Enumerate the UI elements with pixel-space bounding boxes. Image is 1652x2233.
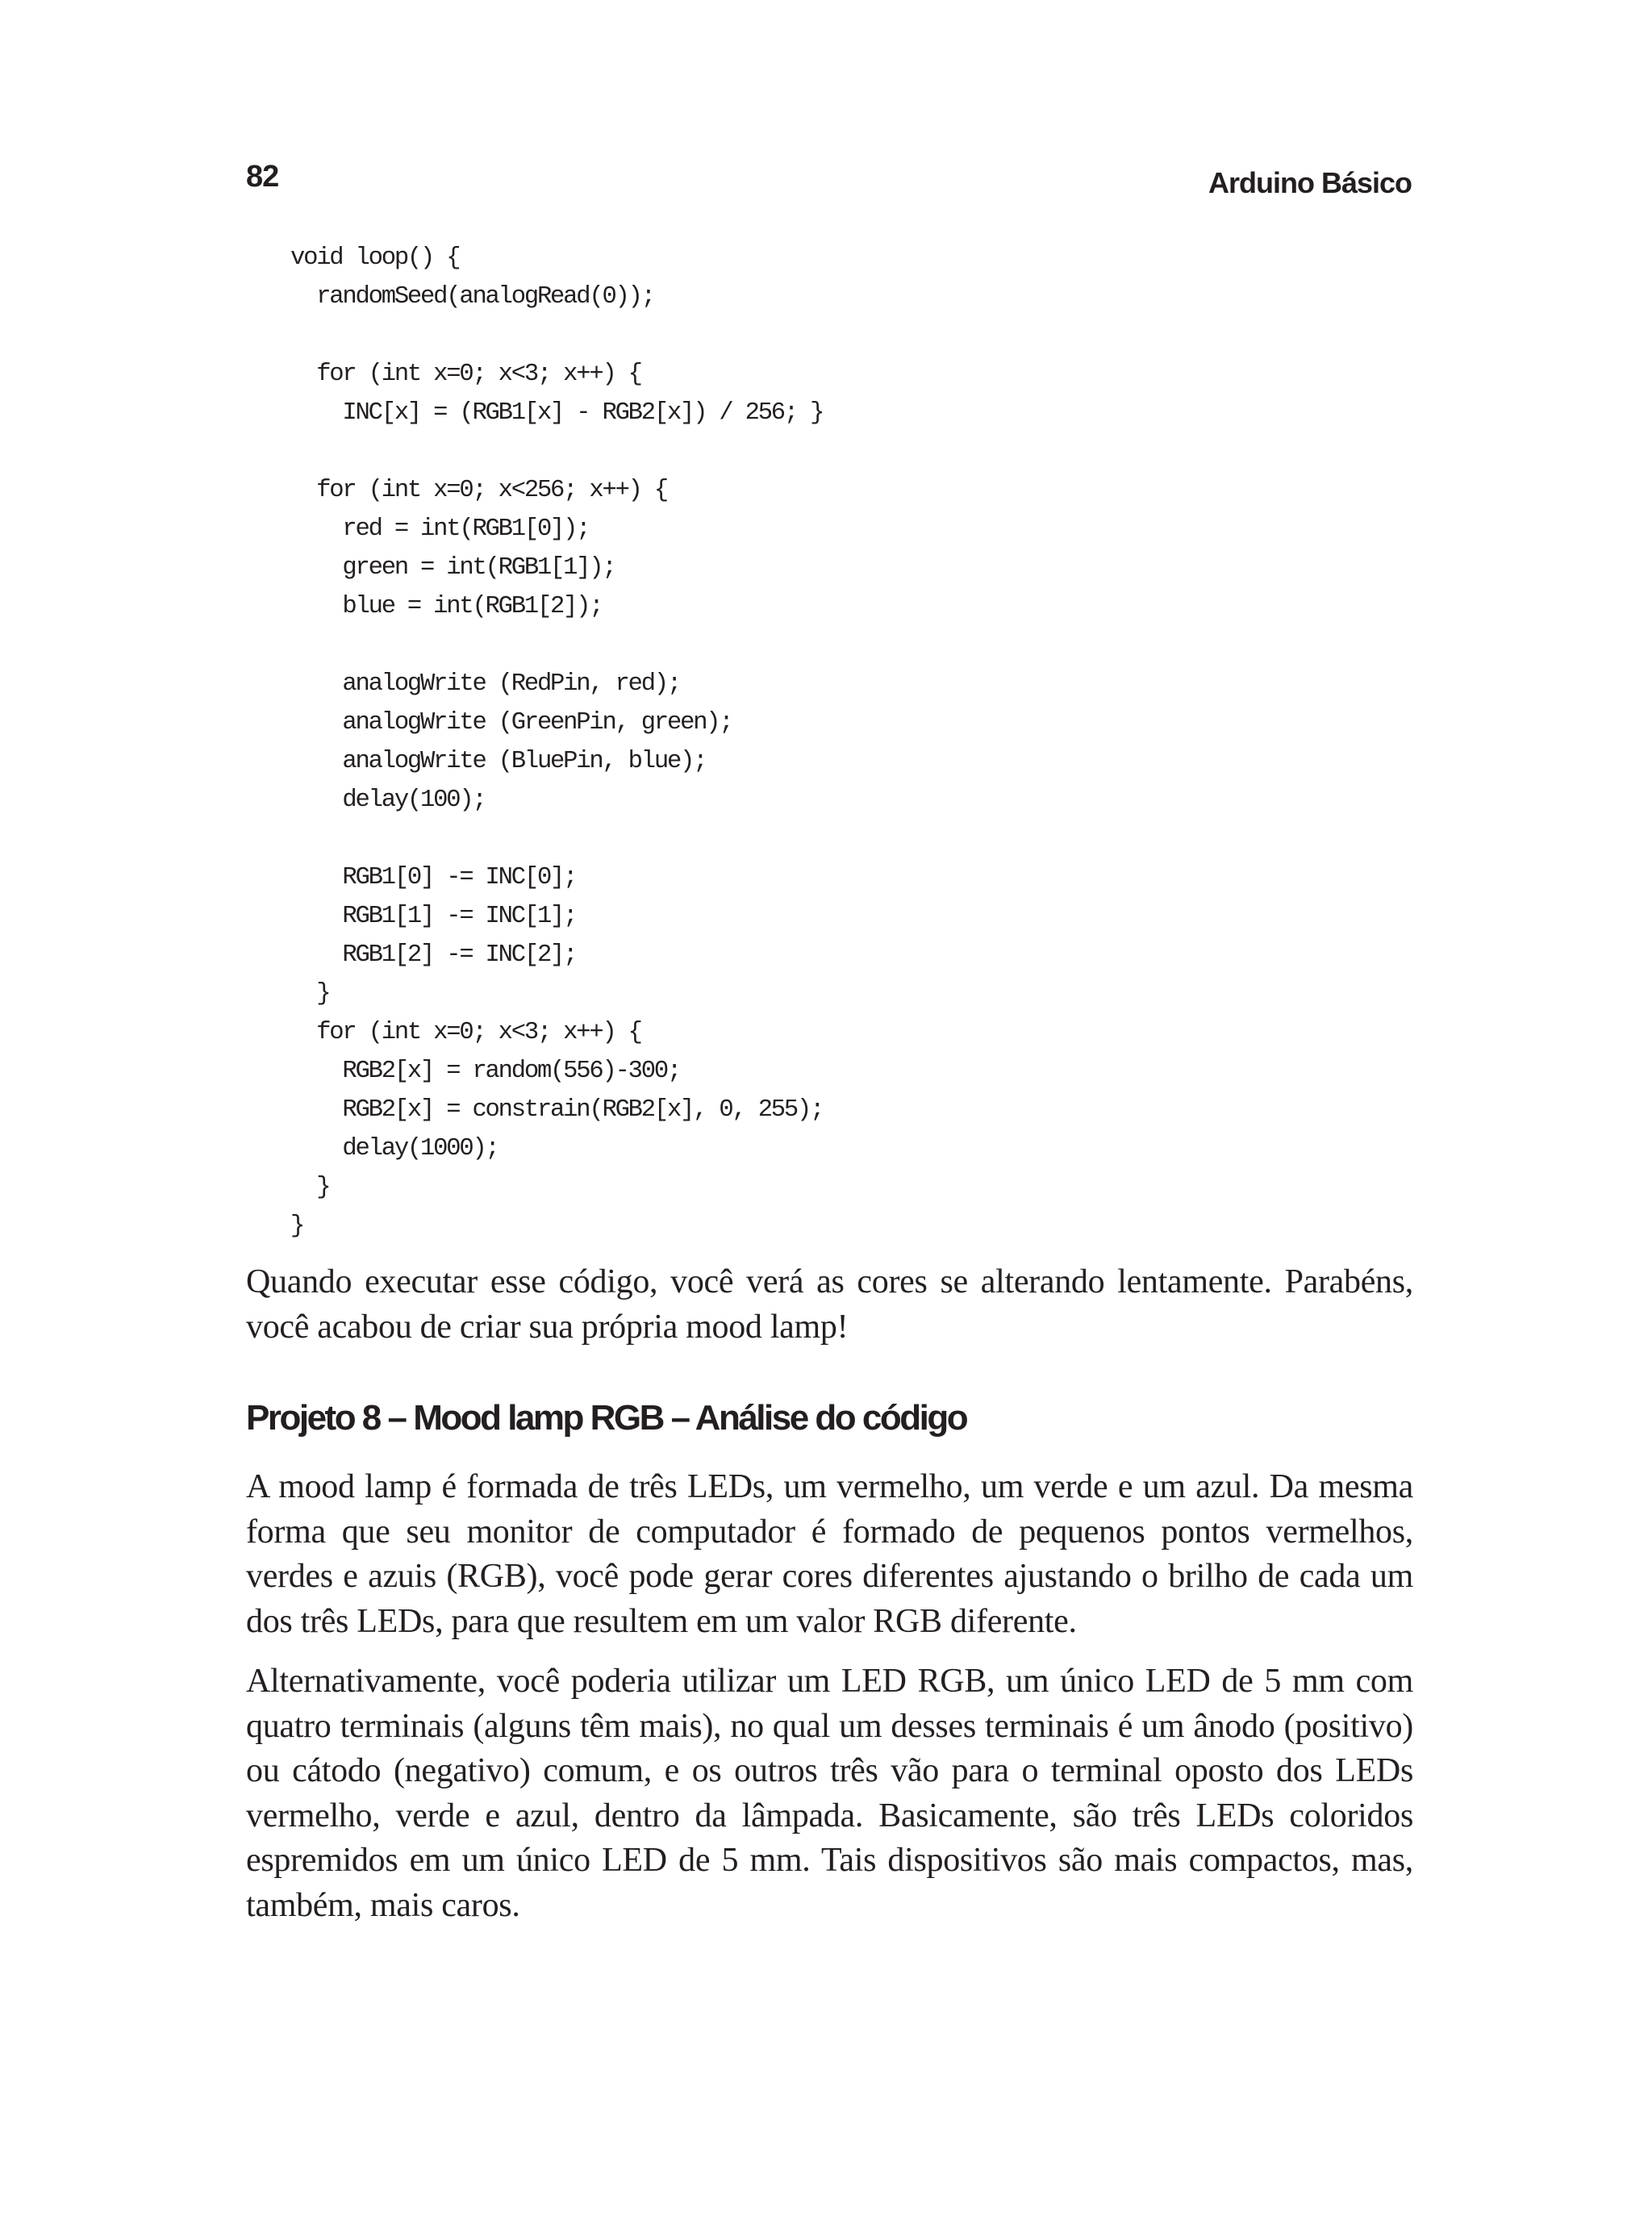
code-line: void loop() { <box>290 244 460 272</box>
code-line: delay(1000); <box>290 1135 499 1162</box>
code-line: analogWrite (GreenPin, green); <box>290 709 732 737</box>
code-line: } <box>290 980 330 1008</box>
page-number: 82 <box>246 160 279 194</box>
code-line: randomSeed(analogRead(0)); <box>290 283 654 311</box>
code-line: delay(100); <box>290 787 486 814</box>
code-line: RGB1[2] -= INC[2]; <box>290 941 577 969</box>
body-paragraph: Quando executar esse código, você verá as cores se alterando lentamente. Parabéns, você acabou de criar sua própria mood lamp! <box>246 1263 1413 1346</box>
section-heading: Projeto 8 – Mood lamp RGB – Análise do código <box>246 1398 967 1438</box>
code-line: analogWrite (BluePin, blue); <box>290 748 707 775</box>
code-line: INC[x] = (RGB1[x] - RGB2[x]) / 256; } <box>290 399 824 427</box>
code-line: } <box>290 1174 330 1201</box>
code-line: RGB2[x] = random(556)-300; <box>290 1058 681 1085</box>
code-line: } <box>290 1212 304 1240</box>
code-line: for (int x=0; x<3; x++) { <box>290 361 641 388</box>
code-line: red = int(RGB1[0]); <box>290 515 590 543</box>
code-line: analogWrite (RedPin, red); <box>290 670 681 698</box>
code-line: RGB1[0] -= INC[0]; <box>290 864 577 891</box>
body-paragraph: Alternativamente, você poderia utilizar um LED RGB, um único LED de 5 mm com quatro terminais (alguns têm mais), no qual um desses terminais é um ânodo (positivo) ou cátodo (negativo) comum, e os outros três vão para o terminal oposto dos LEDs vermelho, verde e azul, dentro da lâmpada. Basicamente, são três LEDs coloridos espremidos em um único LED de 5 mm. Tais dispositivos são mais compactos, mas, também, mais caros. <box>246 1663 1413 1924</box>
code-line: blue = int(RGB1[2]); <box>290 593 603 620</box>
code-line: RGB1[1] -= INC[1]; <box>290 903 577 930</box>
code-line: RGB2[x] = constrain(RGB2[x], 0, 255); <box>290 1096 824 1124</box>
code-line <box>290 316 823 355</box>
code-listing <box>290 239 823 1246</box>
code-line: green = int(RGB1[1]); <box>290 554 615 582</box>
code-line <box>290 626 823 665</box>
code-line <box>290 820 823 858</box>
code-line: for (int x=0; x<3; x++) { <box>290 1019 641 1046</box>
code-line <box>290 432 823 471</box>
code-line: for (int x=0; x<256; x++) { <box>290 477 667 504</box>
body-paragraph: A mood lamp é formada de três LEDs, um vermelho, um verde e um azul. Da mesma forma que seu monitor de computador é formado de pequenos pontos vermelhos, verdes e azuis (RGB), você pode gerar cores diferentes ajustando o brilho de cada um dos três LEDs, para que resultem em um valor RGB diferente. <box>246 1468 1413 1640</box>
running-head: Arduino Básico <box>1208 166 1412 199</box>
